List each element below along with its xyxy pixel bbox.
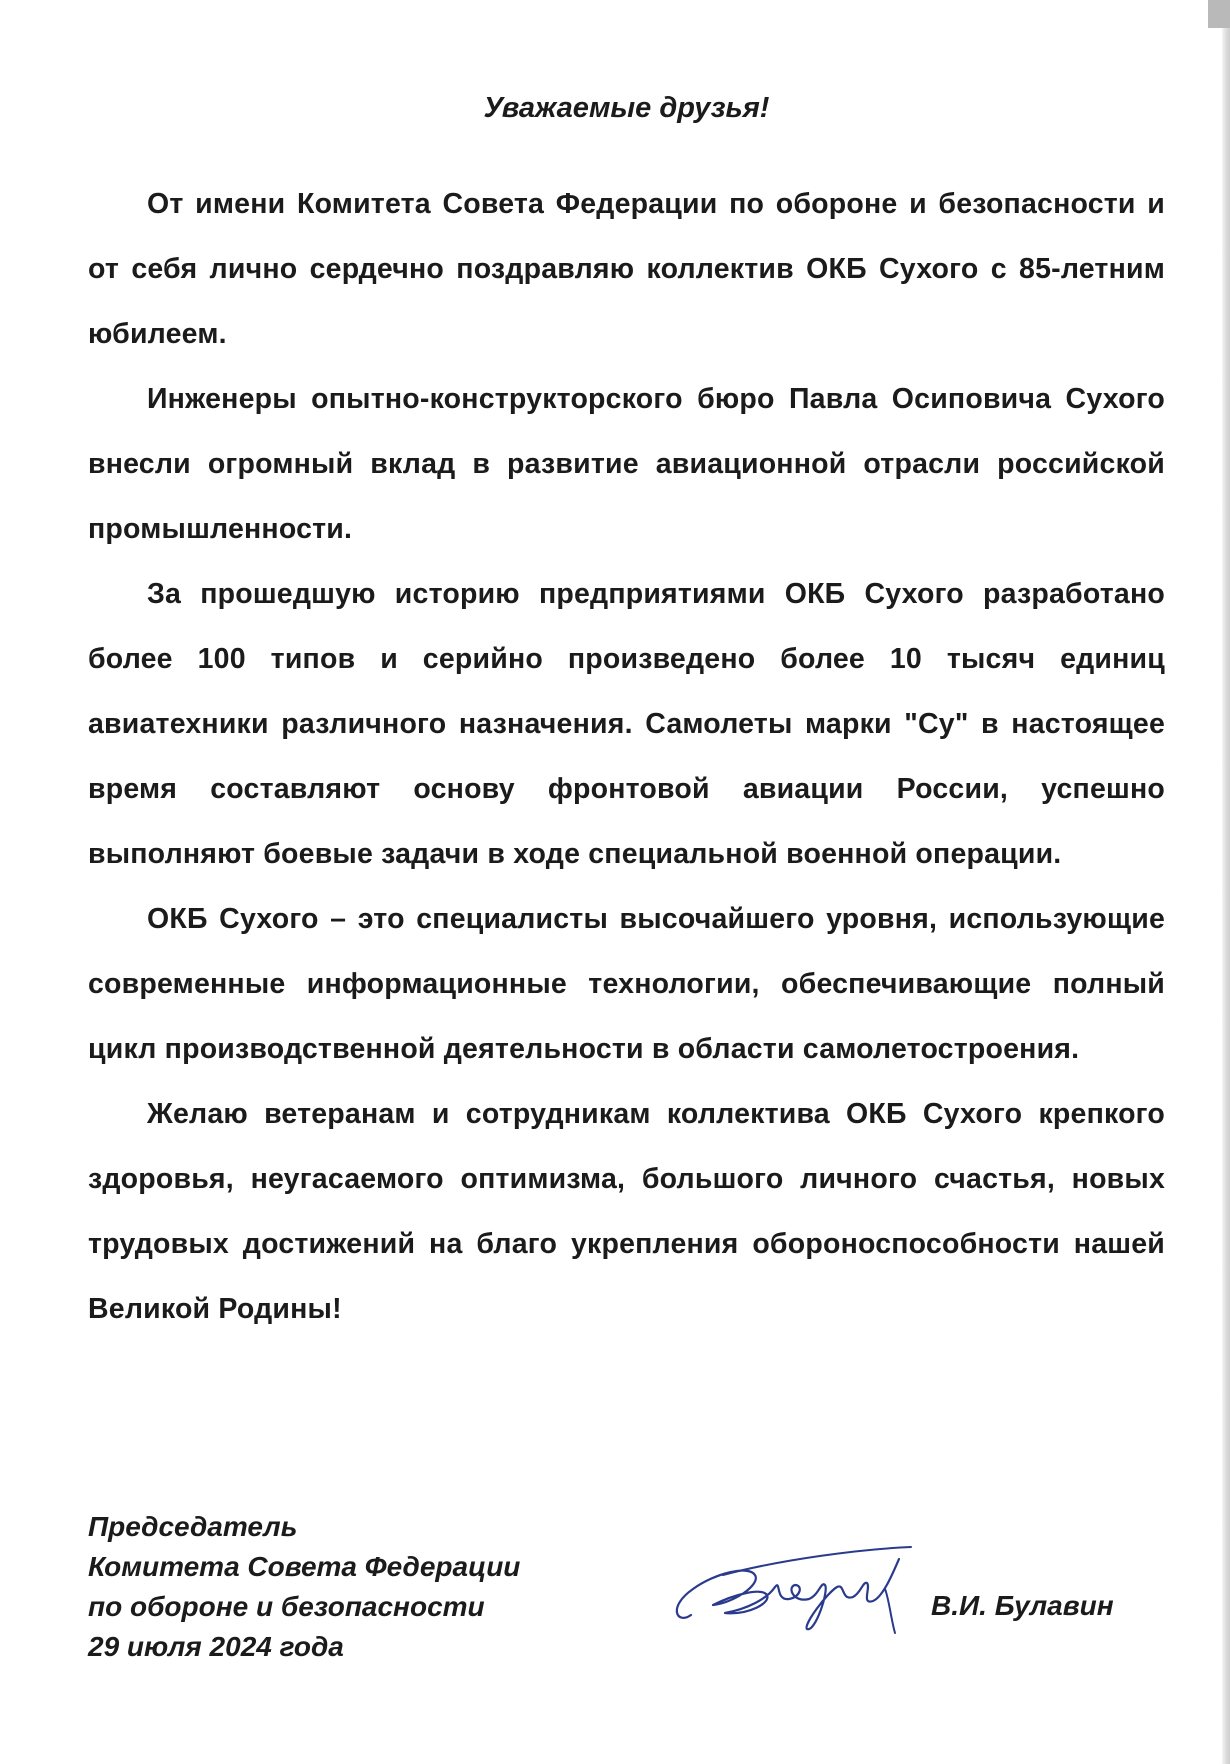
signatory-position [88, 1507, 520, 1667]
letter-paragraph: От имени Комитета Совета Федерации по обороне и безопасности и от себя лично сердечно поздравляю коллектив ОКБ Сухого с 85-летним юбилеем. [88, 188, 1165, 350]
scan-corner-mark [1208, 0, 1230, 28]
letter-greeting: Уважаемые друзья! [483, 92, 770, 124]
signatory-title-line: по обороне и безопасности [88, 1591, 485, 1622]
signatory-name: В.И. Булавин [931, 1590, 1114, 1621]
letter-paragraph: Инженеры опытно-конструкторского бюро Павла Осиповича Сухого внесли огромный вклад в развитие авиационной отрасли российской промышленности. [88, 383, 1165, 545]
signature-stroke [677, 1559, 899, 1629]
letter-body [88, 86, 1165, 1342]
letter-date: 29 июля 2024 года [88, 1631, 344, 1662]
signatory-title-line: Председатель [88, 1511, 298, 1542]
letter-paragraph: Желаю ветеранам и сотрудникам коллектива ОКБ Сухого крепкого здоровья, неугасаемого оптимизма, большого личного счастья, новых трудовых достижений на благо укрепления обороноспособности нашей Великой Родины! [88, 1098, 1165, 1325]
letter-paragraph: За прошедшую историю предприятиями ОКБ Сухого разработано более 100 типов и серийно произведено более 10 тысяч единиц авиатехники различного назначения. Самолеты марки "Су" в настоящее время составляют основу фронтовой авиации России, успешно выполняют боевые задачи в ходе специальной военной операции. [88, 578, 1165, 870]
signature-tail-stroke [885, 1589, 895, 1633]
scan-page-edge [1222, 0, 1230, 1764]
signature-block [88, 1507, 1165, 1677]
signatory-title-line: Комитета Совета Федерации [88, 1551, 521, 1582]
letter-paragraph: ОКБ Сухого – это специалисты высочайшего уровня, использующие современные информационные технологии, обеспечивающие полный цикл производственной деятельности в области самолетостроения. [88, 903, 1165, 1065]
